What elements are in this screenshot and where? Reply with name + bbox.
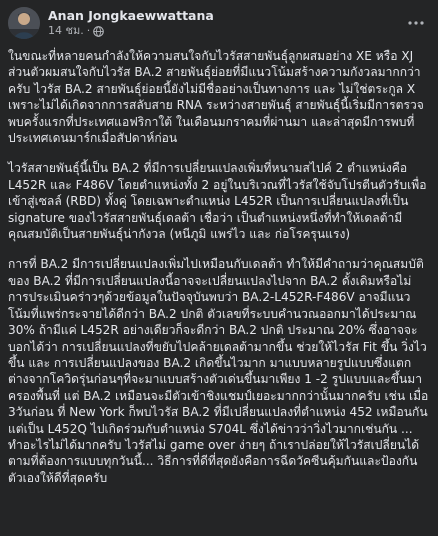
more-options-icon[interactable] (402, 9, 430, 37)
post-meta (48, 8, 402, 38)
post-timestamp[interactable]: 14 ชม. (48, 24, 84, 37)
post-subline (48, 24, 402, 38)
post-paragraph-2: ไวรัสสายพันธุ์นี้เป็น BA.2 ที่มีการเปลี่ยนแปลงเพิ่มที่หนามสไปค์ 2 ตำแหน่งคือ L452R และ F486V โดยตำแหน่งทั้ง 2 อยู่ในบริเวณที่ไวรัสใช้จับโปรตีนตัวรับเพื่อเข้าสู่เซลล์ (RBD) ทั้งคู่ โดยเฉพาะตำแหน่ง L452R เป็นการเปลี่ยนแปลงที่เป็น signature ของไวรัสสายพันธุ์เดลต้า เชื่อว่า เป็นตำแหน่งหนึ่งที่ทำให้เดลต้ามีคุณสมบัติเป็นสายพันธุ์น่ากังวล (หนีภูมิ แพร่ไว และ ก่อโรครุนแรง) (8, 161, 427, 242)
post-body (8, 48, 430, 486)
post-header (8, 6, 430, 40)
post-paragraph-1: ในขณะที่หลายคนกำลังให้ความสนใจกับไวรัสสายพันธุ์ลูกผสมอย่าง XE หรือ XJ ส่วนตัวผมสนใจกับไวรัส BA.2 สายพันธุ์ย่อยที่มีแนวโน้มสร้างความกังวลมากกว่าครับ ไวรัส BA.2 สายพันธุ์ย่อยนี้ยังไม่มีชื่ออย่างเป็นทางการ และ ไม่ใช่ตระกูล X เพราะไม่ได้เกิดจากการสลับสาย RNA ระหว่างสายพันธุ์ สายพันธุ์นี้เริ่มมีการตรวจพบครั้งแรกที่ประเทศแอฟริกาใต้ ในเดือนมกราคมที่ผ่านมา และล่าสุดมีการพบที่ประเทศเดนมาร์กเมื่อสัปดาห์ก่อน (8, 49, 424, 146)
author-name[interactable]: Anan Jongkaewwattana (48, 8, 214, 23)
post-paragraph-3: การที่ BA.2 มีการเปลี่ยนแปลงเพิ่มไปเหมือนกับเดลต้า ทำให้มีคำถามว่าคุณสมบัติของ BA.2 ที่มีการเปลี่ยนแปลงนี้อาจจะเปลี่ยนแปลงไปจาก BA.2 ดั้งเดิมหรือไม่ การประเมินคร่าวๆด้วยข้อมูลในปัจจุบันพบว่า BA.2-L452R-F486V อาจมีแนวโน้มที่แพร่กระจายได้ดีกว่า BA.2 ปกติ ตัวเลขที่ระบบคำนวณออกมาได้ประมาณ 30% ถ้ามีแค่ L452R อย่างเดียวก็จะดีกว่า BA.2 ปกติ ประมาณ 20% ซึ่งอาจจะบอกได้ว่า การเปลี่ยนแปลงที่ขยับไปคล้ายเดลต้ามากขึ้น ช่วยให้ไวรัส Fit ขึ้น วิ่งไวขึ้น และ การเปลี่ยนแปลงของ BA.2 เกิดขึ้นไวมาก มาแบบหลายรูปแบบซึ่งแตกต่างจากโควิดรุ่นก่อนๆที่จะมาแบบสร้างตัวเด่นขึ้นมาเพียง 1 -2 รูปแบบและขึ้นมาครองพื้นที่ แต่ BA.2 เหมือนจะมีตัวเข้าชิงแชมป์เยอะมากกว่านั้นมากครับ เช่น เมื่อ 3วันก่อน ที่ New York ก็พบไวรัส BA.2 ที่มีเปลี่ยนแปลงที่ตำแหน่ง 452 เหมือนกันแต่เป็น L452Q ไปเกิดร่วมกับตำแหน่ง S704L ซึ่งได้ข่าวว่าวิ่งไวมากเช่นกัน ... ทำอะไรไม่ได้มากครับ ไวรัสไม่ game over ง่ายๆ ถ้าเราปล่อยให้ไวรัสเปลี่ยนได้ตามที่ต้องการแบบทุกวันนี้... วิธีการที่ดีที่สุดยังคือการฉีดวัคซีนคุ้มกันและป้องกันตัวเองให้ดีที่สุดครับ (8, 257, 429, 485)
globe-icon (93, 26, 104, 37)
separator-dot: · (86, 24, 91, 37)
author-avatar[interactable] (8, 7, 40, 39)
